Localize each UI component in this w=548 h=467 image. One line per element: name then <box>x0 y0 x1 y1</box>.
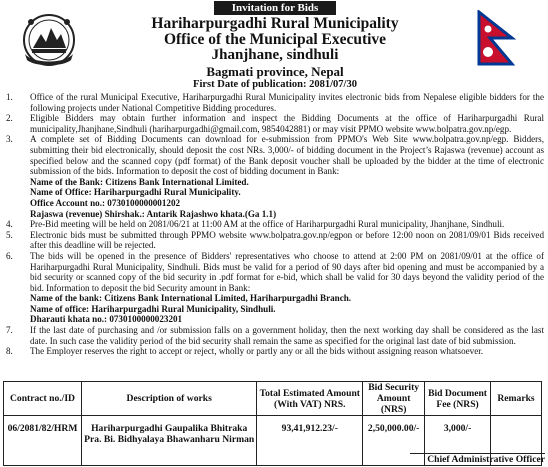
list-item: 4. Pre-Bid meeting will be held on 2081/06/21 at 11:00 AM at the office of Hariharpurgadhi Rural municipality, Jhanjhane, Sindhuli. <box>6 219 505 230</box>
col-document-fee: Bid Document Fee (NRS) <box>425 382 491 416</box>
nepal-flag-icon <box>476 10 516 68</box>
revenue-heading-line: Rajaswa (revenue) Shirshak.: Antarik Rajashwo khata.(Ga 1.1) <box>30 208 277 219</box>
cell-document-fee: 3,000/- <box>425 416 491 466</box>
list-item: 2. Eligible Bidders may obtain further information and inspect the Bidding Documents at the office of Hariharpurgadhi Rural municipality,Jhanjhane,Sindhuli (hariharpurgadhi@gmail.com, 9854042881) or may visit PPMO website www.bolpatra.gov.np/egp. <box>6 113 544 134</box>
security-bank-line: Name of the bank: Citizens Bank International Limited, Hariharpurgadhi Branch. <box>30 293 352 304</box>
col-description: Description of works <box>81 382 256 416</box>
col-total-amount: Total Estimated Amount (With VAT) NRS. <box>257 382 363 416</box>
security-account-line: Dharauti khata no.: 0730100000023201 <box>30 314 183 325</box>
list-item: 5. Electronic bids must be submitted through PPMO website www.bolpatra.gov.np/egpon or before 12:00 noon on 2081/09/01 Bids received after this deadline will be rejected. <box>6 229 544 251</box>
invitation-banner: Invitation for Bids <box>214 1 336 15</box>
bank-name-line: Name of the Bank: Citizens Bank International Limited. <box>30 176 249 187</box>
office-name: Office of the Municipal Executive <box>163 31 387 48</box>
cell-contract-id: 06/2081/82/HRM <box>4 416 82 466</box>
list-item: 1. Office of the rural Municipal Executive, Hariharpurgadhi Rural Municipality invites electronic bids from Nepalese eligible bidders for the following projects under National Competitive Bidding procedures. <box>6 92 544 113</box>
list-item: 7. If the last date of purchasing and /or submission falls on a government holiday, then the next working day shall be considered as the last date. In such case the validity period of the bid security shall remain the same as specified for the original last date of bid submission. <box>6 325 544 346</box>
notice-body <box>6 92 544 357</box>
publication-date: First Date of publication: 2081/07/30 <box>193 79 357 90</box>
security-office-line: Name of office: Hariharpurgadhi Rural Municipality, Sindhuli. <box>30 303 276 314</box>
col-remarks: Remarks <box>491 382 542 416</box>
account-number-line: Office Account no.: 0730100000001202 <box>30 197 181 208</box>
cell-total-amount: 93,41,912.23/- <box>257 416 363 466</box>
municipality-name: Hariharpurgadhi Rural Municipality <box>151 15 399 32</box>
list-item: 3. A complete set of Bidding Documents can download for e-submission from PPMO's Web Site www.bolpatra.gov.np/egp. Bidders, submitting their bid electronically, should deposit the cost NRs. 3,000/- of bidding document in the Project’s Rajaswa (revenue) account as specified below and the scanned copy (pdf format) of the Bank deposit voucher shall be uploaded by the bidder at the time of electronic submission of the bids. Information to deposit the cost of bidding document in Bank: Name of the Bank: Citizens Bank International Limited. Name of Office: Hariharpurgadhi Rural Municipality. Office Account no.: 0730100000001202 Rajaswa (revenue) Shirshak.: Antarik Rajashwo khata.(Ga 1.1) <box>6 134 544 219</box>
cell-bid-security: 2,50,000.00/- <box>363 416 425 466</box>
nepal-emblem-icon <box>19 10 79 68</box>
list-item: 8. The Employer reserves the right to accept or reject, wholly or partly any or all the bids without assigning reason whatsoever. <box>6 346 484 357</box>
province-name: Bagmati province, Nepal <box>206 64 344 79</box>
signature-title: Chief Administrative Officer <box>410 453 545 466</box>
cell-description: Hariharpurgadhi Gaupalika Bhitraka Pra. Bi. Bidhyalaya Bhawanharu Nirman <box>81 416 256 466</box>
table-header-row <box>4 382 542 416</box>
col-contract-id: Contract no./ID <box>4 382 82 416</box>
office-name-line: Name of Office: Hariharpurgadhi Rural Municipality. <box>30 187 241 198</box>
list-item: 6. The bids will be opened in the presence of Bidders' representatives who choose to attend at 2:00 PM on 2081/09/01 at the office of Hariharpurgadhi Rural Municipality, Sindhuli. Bids must be valid for a period of 90 days after bid opening and must be accompanied by a bid security or scanned copy of the bid security in .pdf format for e-bid, which shall be valid for 30 days beyond the validity period of the bid. Information to deposit the bid Security amount in Bank: Name of the bank: Citizens Bank International Limited, Hariharpurgadhi Branch. Name of office: Hariharpurgadhi Rural Municipality, Sindhuli. Dharauti khata no.: 0730100000023201 <box>6 250 544 325</box>
col-bid-security: Bid Security Amount (NRS) <box>363 382 425 416</box>
location-name: Jhanjhane, sindhuli <box>211 47 339 63</box>
